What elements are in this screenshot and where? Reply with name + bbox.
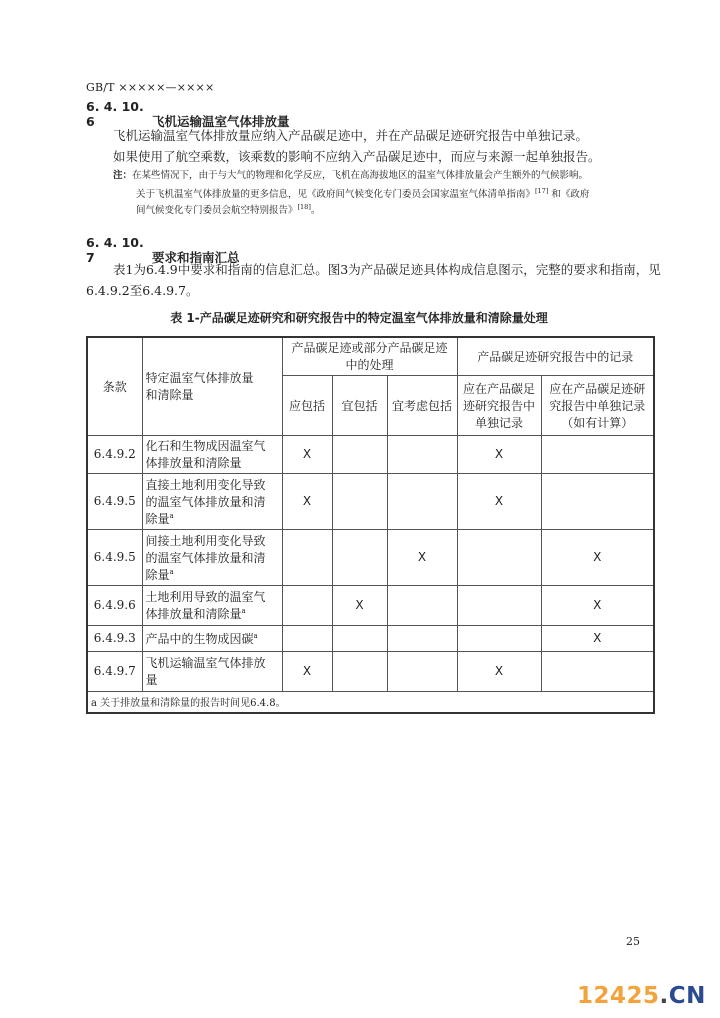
header-line: 迹研究报告中 — [463, 398, 536, 413]
paragraph: 飞机运输温室气体排放量应纳入产品碳足迹中，并在产品碳足迹研究报告中单独记录。 — [113, 128, 589, 143]
paragraph: 表1为6.4.9中要求和指南的信息汇总。图3为产品碳足迹具体构成信息图示，完整的要求和指南，见 — [113, 262, 661, 277]
item-line: 化石和生物成因温室气 — [145, 439, 266, 453]
footnote-mark: a — [169, 567, 174, 576]
consider-cell — [387, 651, 457, 691]
record-cell — [457, 529, 541, 585]
section-number: 6. 4. 10. 7 — [86, 235, 144, 265]
record-if-calculated-cell: X — [541, 625, 654, 651]
header-shall-include: 应包括 — [282, 375, 332, 435]
shall-cell — [282, 625, 332, 651]
header-line: 单独记录 — [475, 415, 524, 430]
item-line — [146, 605, 279, 622]
section-title: 要求和指南汇总 — [152, 250, 240, 265]
item-line: 间接土地利用变化导致 — [145, 533, 266, 548]
reference-mark: [18] — [297, 203, 311, 211]
record-cell — [457, 585, 541, 625]
item-line: 土地利用导致的温室气 — [145, 590, 266, 604]
record-cell — [457, 625, 541, 651]
item-line: 飞机运输温室气体排放 — [145, 656, 266, 670]
footnote-mark: a — [169, 511, 174, 520]
table-row — [87, 625, 654, 651]
note-text: 。 — [310, 205, 321, 217]
item-line-text: 产品中的生物成因碳 — [145, 631, 254, 646]
item-line-text: 除量 — [145, 567, 170, 582]
table-caption: 表 1-产品碳足迹研究和研究报告中的特定温室气体排放量和清除量处理 — [170, 311, 548, 325]
item-line — [146, 566, 279, 583]
table-row — [87, 435, 654, 473]
document-code: GB/T ×××××—×××× — [86, 81, 215, 94]
clause-cell: 6.4.9.6 — [87, 585, 142, 625]
note-text: 和《政府 — [548, 189, 590, 201]
item-line-text: 除量 — [145, 511, 170, 526]
should-cell — [332, 435, 387, 473]
shall-cell — [282, 529, 332, 585]
item-cell — [142, 651, 282, 691]
header-line: 究报告中单独记录 — [549, 398, 646, 413]
footnote-mark: a — [253, 631, 258, 640]
header-item-line: 特定温室气体排放量 — [145, 371, 254, 386]
header-should-include: 宜包括 — [332, 375, 387, 435]
shall-cell: X — [282, 435, 332, 473]
clause-cell: 6.4.9.5 — [87, 529, 142, 585]
header-record-separately — [457, 375, 541, 435]
site-watermark — [577, 983, 706, 1009]
note-text: 在某些情况下，由于与大气的物理和化学反应，飞机在高海拔地区的温室气体排放量会产生额外的气候影响。 — [132, 170, 589, 181]
paragraph: 6.4.9.2至6.4.9.7。 — [86, 283, 199, 298]
paragraph: 如果使用了航空乘数，该乘数的影响不应纳入产品碳足迹中，而应与来源一起单独报告。 — [113, 149, 601, 164]
record-cell: X — [457, 435, 541, 473]
shall-cell: X — [282, 473, 332, 529]
record-if-calculated-cell: X — [541, 585, 654, 625]
item-cell — [142, 585, 282, 625]
note-line-3 — [136, 200, 320, 218]
item-line: 的温室气体排放量和清 — [145, 550, 266, 565]
should-cell — [332, 529, 387, 585]
consider-cell — [387, 625, 457, 651]
watermark-suffix: CN — [668, 983, 706, 1009]
consider-cell — [387, 473, 457, 529]
header-record-if-calculated — [541, 375, 654, 435]
record-if-calculated-cell — [541, 435, 654, 473]
header-group-line: 产品碳足迹或部分产品碳足迹 — [291, 341, 448, 356]
header-group-line: 中的处理 — [345, 358, 394, 373]
item-cell — [142, 435, 282, 473]
header-line: 应在产品碳足 — [463, 381, 536, 396]
header-consider-include: 宜考虑包括 — [387, 375, 457, 435]
should-cell — [332, 651, 387, 691]
table-row — [87, 585, 654, 625]
table-row — [87, 529, 654, 585]
header-item-line: 和清除量 — [145, 388, 194, 403]
header-group-report: 产品碳足迹研究报告中的记录 — [457, 337, 654, 375]
shall-cell: X — [282, 651, 332, 691]
watermark-dot: . — [659, 983, 669, 1009]
item-cell — [142, 529, 282, 585]
header-item — [142, 337, 282, 435]
consider-cell — [387, 435, 457, 473]
item-line: 的温室气体排放量和清 — [145, 494, 266, 509]
page-number: 25 — [626, 935, 640, 948]
footnote-mark: a — [241, 607, 246, 615]
note-line-1 — [113, 168, 588, 183]
record-cell: X — [457, 651, 541, 691]
shall-cell — [282, 585, 332, 625]
reference-mark: [17] — [535, 187, 549, 195]
record-if-calculated-cell: X — [541, 529, 654, 585]
clause-cell: 6.4.9.3 — [87, 625, 142, 651]
section-number: 6. 4. 10. 6 — [86, 99, 144, 129]
clause-cell: 6.4.9.2 — [87, 435, 142, 473]
item-line — [146, 630, 279, 647]
item-line: 直接土地利用变化导致 — [145, 477, 266, 492]
item-line-text: 体排放量和清除量 — [145, 607, 242, 621]
should-cell — [332, 625, 387, 651]
note-text: 间气候变化专门委员会航空特别报告》 — [136, 205, 298, 217]
table-footnote: a 关于排放量和清除量的报告时间见6.4.8。 — [87, 691, 654, 713]
clause-cell: 6.4.9.7 — [87, 651, 142, 691]
section-title: 飞机运输温室气体排放量 — [152, 114, 290, 129]
note-label: 注： — [113, 170, 133, 181]
header-line: 应在产品碳足迹研 — [549, 381, 646, 396]
requirements-table — [86, 336, 655, 714]
consider-cell: X — [387, 529, 457, 585]
header-group-footprint — [282, 337, 457, 375]
record-if-calculated-cell — [541, 651, 654, 691]
item-line — [146, 510, 279, 527]
clause-cell: 6.4.9.5 — [87, 473, 142, 529]
item-line: 量 — [145, 673, 158, 687]
should-cell: X — [332, 585, 387, 625]
table-row — [87, 651, 654, 691]
item-line: 体排放量和清除量 — [145, 456, 242, 470]
header-line: （如有计算） — [561, 415, 634, 430]
record-if-calculated-cell — [541, 473, 654, 529]
header-clause: 条款 — [87, 337, 142, 435]
item-cell — [142, 625, 282, 651]
should-cell — [332, 473, 387, 529]
item-cell — [142, 473, 282, 529]
watermark-number: 12425 — [577, 983, 660, 1009]
note-text: 关于飞机温室气体排放量的更多信息，见《政府间气候变化专门委员会国家温室气体清单指南》 — [136, 189, 536, 201]
table-row — [87, 473, 654, 529]
consider-cell — [387, 585, 457, 625]
record-cell: X — [457, 473, 541, 529]
